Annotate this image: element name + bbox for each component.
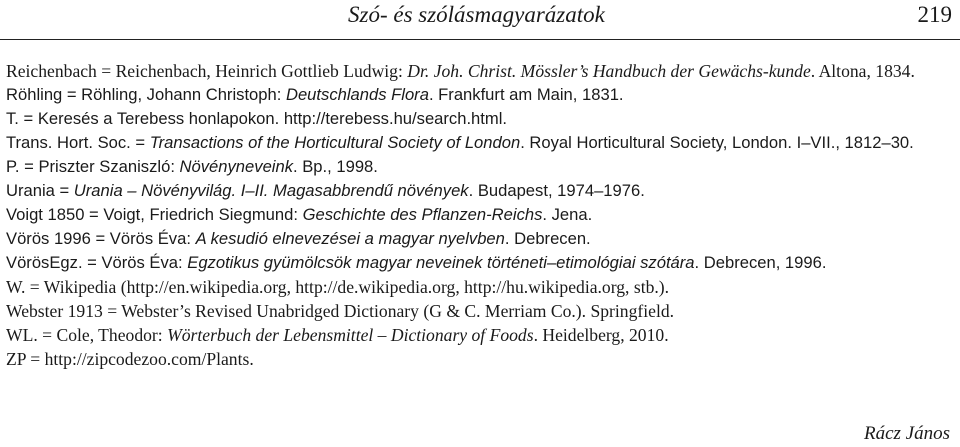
- entry-text: Urania =: [6, 181, 74, 200]
- bibliography-entry: [6, 155, 956, 179]
- entry-title-italic: Geschichte des Pflanzen-Reichs: [302, 205, 543, 224]
- entry-text: . Budapest, 1974–1976.: [468, 181, 645, 200]
- entry-text: . Altona, 1834.: [810, 61, 915, 81]
- bibliography-entry: [6, 131, 956, 155]
- entry-text: Vörös 1996 = Vörös Éva:: [6, 229, 196, 248]
- entry-text: T. = Keresés a Terebess honlapokon. http://terebess.hu/search.html.: [6, 109, 508, 128]
- entry-title-italic: A kesudió elnevezései a magyar nyelvben: [195, 229, 505, 248]
- entry-title-italic: Wörterbuch der Lebensmittel – Dictionary of Foods: [167, 325, 534, 345]
- entry-title-italic: kunde: [768, 61, 811, 81]
- entry-text: P. = Priszter Szaniszló:: [6, 157, 180, 176]
- entry-title-italic: Növényneveink: [179, 157, 294, 176]
- entry-text: WL. = Cole, Theodor:: [6, 325, 168, 345]
- bibliography-entry: [6, 275, 956, 299]
- bibliography-entry: [6, 59, 956, 83]
- entry-text: . Bp., 1998.: [293, 157, 378, 176]
- entry-text: . Debrecen, 1996.: [694, 253, 827, 272]
- entry-text: Voigt 1850 = Voigt, Friedrich Siegmund:: [6, 205, 303, 224]
- bibliography-entry: [6, 227, 956, 251]
- entry-text: . Jena.: [542, 205, 593, 224]
- entry-text: W. = Wikipedia (http://en.wikipedia.org, http://de.wikipedia.org, http://hu.wikipedia.org, stb.).: [6, 277, 670, 297]
- author-signature: Rácz János: [863, 423, 950, 444]
- bibliography-entry: [6, 83, 956, 107]
- entry-title-italic: Urania – Növényvilág. I–II. Magasabbrendű növények: [73, 181, 469, 200]
- entry-text: . Debrecen.: [504, 229, 591, 248]
- bibliography-entry: [6, 347, 956, 371]
- entry-text: Reichenbach = Reichenbach, Heinrich Gottlieb Ludwig:: [6, 61, 408, 81]
- entry-text: Röhling = Röhling, Johann Christoph:: [6, 85, 286, 104]
- entry-text: . Heidelberg, 2010.: [533, 325, 669, 345]
- bibliography-entry: [6, 251, 956, 275]
- bibliography-entry: [6, 299, 956, 323]
- page-header: [0, 0, 960, 48]
- page-number: 219: [917, 2, 952, 27]
- entry-title-italic: Dr. Joh. Christ. Mössler’s Handbuch der Gewächs-: [407, 61, 769, 81]
- entry-title-italic: Transactions of the Horticultural Society of London: [149, 133, 521, 152]
- header-rule: [0, 39, 960, 40]
- entry-text: ZP = http://zipcodezoo.com/Plants.: [6, 349, 254, 369]
- entry-text: . Frankfurt am Main, 1831.: [428, 85, 624, 104]
- entry-text: VörösEgz. = Vörös Éva:: [6, 253, 188, 272]
- bibliography-entry: [6, 203, 956, 227]
- entry-text: . Royal Horticultural Society, London. I–VII., 1812–30.: [520, 133, 914, 152]
- bibliography-list: [6, 59, 956, 371]
- bibliography-entry: [6, 107, 956, 131]
- running-title: Szó- és szólásmagyarázatok: [348, 2, 605, 27]
- entry-text: Trans. Hort. Soc. =: [6, 133, 150, 152]
- entry-text: Webster 1913 = Webster’s Revised Unabridged Dictionary (G & C. Merriam Co.). Springfield.: [6, 301, 675, 321]
- bibliography-entry: [6, 179, 956, 203]
- entry-title-italic: Egzotikus gyümölcsök magyar neveinek történeti–etimológiai szótára: [187, 253, 695, 272]
- entry-title-italic: Deutschlands Flora: [285, 85, 429, 104]
- bibliography-entry: [6, 323, 956, 347]
